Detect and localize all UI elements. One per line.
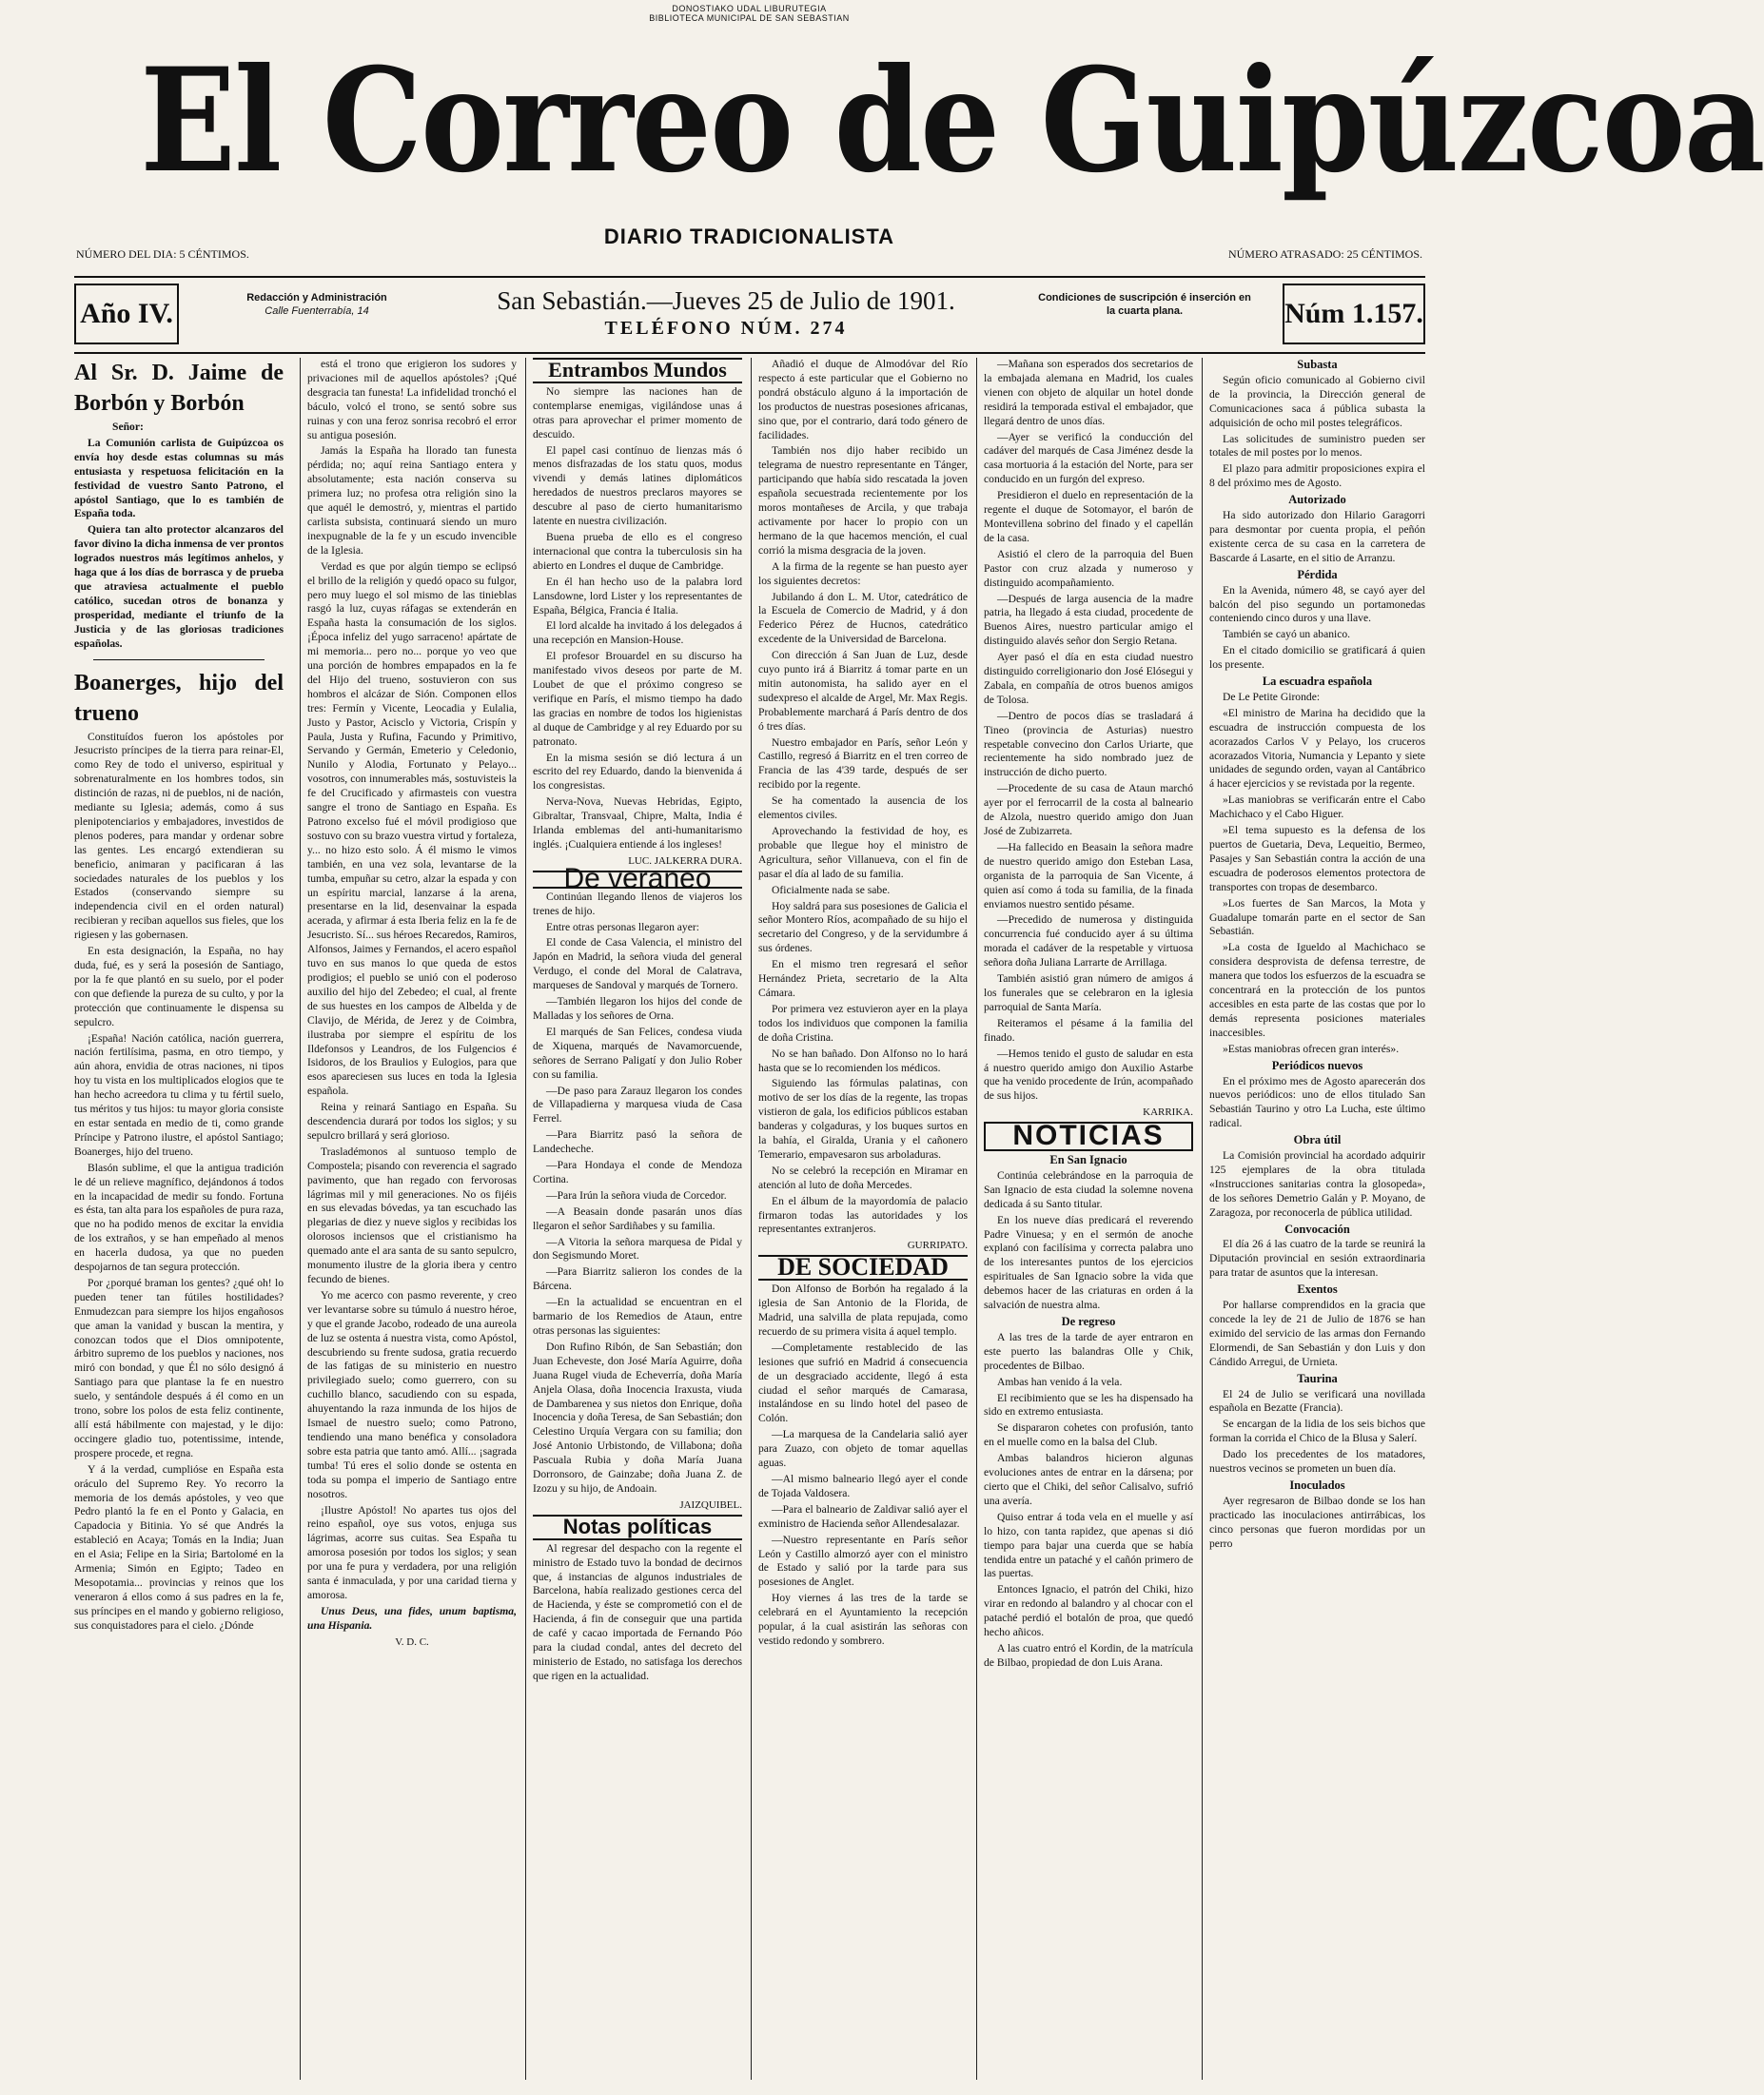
paragraph: En el mismo tren regresará el señor Hernández Prieta, secretario de la Alta Cámara. — [758, 958, 968, 999]
paragraph: —Para Hondaya el conde de Mendoza Cortina. — [533, 1159, 742, 1185]
paragraph: Asistió el clero de la parroquia del Buen Pastor con cruz alzada y numeroso y distinguido acompañamiento. — [984, 547, 1193, 589]
paragraph: —Precedido de numerosa y distinguida concurrencia fué conducido ayer á su última morada el cadáver de la respetable y virtuosa señora doña Juliana Larrarte de Arrillaga. — [984, 913, 1193, 969]
paragraph: Don Rufino Ribón, de San Sebastián; don Juan Echeveste, don José María Aguirre, doña Juana Rugel viuda de Echeverría, doña María Anjela Olasa, doña Inocencia Iraxusta, viuda de Dambarenea y sus nietos don Enrique, doña Inocencia y doña Teresa, de San Sebastián; don Celestino Urquía Vergara con su familia; don José Antonio Urbistondo, de Villabona; doña Pascuala Rubia y doña María Juana Dorronsoro, de Gainzabe; doña Juana Z. de Izozu y su hijo, de Andoain. — [533, 1340, 742, 1495]
paragraph: Buena prueba de ello es el congreso internacional que contra la tuberculosis sin ha abierto en Londres el duque de Cambridge. — [533, 530, 742, 572]
masthead-subline — [76, 225, 1422, 261]
paragraph: Ambas balandros hicieron algunas evoluciones antes de entrar en la dársena; por cierto que el Chiki, del señor Calisalvo, sufrió una avería. — [984, 1452, 1193, 1507]
signature: LUC. JALKERRA DURA. — [628, 854, 742, 867]
paragraph: —La marquesa de la Candelaria salió ayer para Zuazo, con objeto de tomar aquellas aguas. — [758, 1428, 968, 1470]
motto: Unus Deus, una fides, unum baptisma, una Hispania. — [307, 1604, 517, 1632]
paragraph: El recibimiento que se les ha dispensado ha sido en extremo entusiasta. — [984, 1391, 1193, 1419]
article-title-boanerges: Boanerges, hijo del trueno — [74, 670, 284, 726]
section-title-noticias: NOTICIAS — [984, 1122, 1193, 1151]
issue-infobar — [74, 284, 1425, 352]
paragraph: Jubilando á don L. M. Utor, catedrático de la Escuela de Comercio de Madrid, y á don Federico Pérez de Hucnos, catedrático excedente de la Universidad de Barcelona. — [758, 590, 968, 646]
subheading: Inoculados — [1289, 1478, 1345, 1492]
paragraph: Por primera vez estuvieron ayer en la playa todos los individuos que componen la familia de doña Cristina. — [758, 1002, 968, 1044]
paragraph: Al regresar del despacho con la regente el ministro de Estado tuvo la bondad de decirnos que, á instancias de algunos industriales de Barcelona, había realizado gestiones cerca del de Hacienda, y éste se comprometió con el de Hacienda, á fin de conseguir que una partida de café y cacao importada de Fernando Póo para la ciudad condal, antes del decreto del ministerio de Estado, no satisfaga los derechos que rigen en la actualidad. — [533, 1541, 742, 1682]
paragraph: El marqués de San Felices, condesa viuda de Xiquena, marqués de Navamorcuende, señores de Serrano Paligatí y don Julio Rober con su familia. — [533, 1025, 742, 1081]
paragraph: El conde de Casa Valencia, el ministro del Japón en Madrid, la señora viuda del general Verdugo, el conde del Moral de Calatrava, marqueses de Sandoval y marqués de Tornero. — [533, 936, 742, 992]
paragraph: También asistió gran número de amigos á los funerales que se celebraron en la iglesia parroquial de Santa María. — [984, 972, 1193, 1013]
paragraph: Las solicitudes de suministro pueden ser totales de mil postes por lo menos. — [1209, 432, 1425, 460]
paragraph: No siempre las naciones han de contemplarse enemigas, vigilándose unas á otras para aprovechar el primer momento de descuido. — [533, 384, 742, 441]
subheading: Convocación — [1284, 1222, 1350, 1236]
paragraph: —A Vitoria la señora marquesa de Pidal y don Segismundo Moret. — [533, 1235, 742, 1263]
separator — [93, 659, 265, 660]
price-back-issue: NÚMERO ATRASADO: 25 CÉNTIMOS. — [1227, 247, 1422, 261]
column-5 — [984, 358, 1193, 2080]
paragraph: Ha sido autorizado don Hilario Garagorri para desmontar por cuenta propia, el peñón existente cerca de su casa en la carretera de Bascarde á Lasarte, en el sitio de Arranzu. — [1209, 509, 1425, 564]
signature: JAIZQUIBEL. — [679, 1498, 742, 1511]
paragraph: »Los fuertes de San Marcos, la Mota y Guadalupe tomarán parte en el sector de San Sebastián. — [1209, 896, 1425, 938]
paragraph: Jamás la España ha llorado tan funesta pérdida; no; aquí reina Santiago entera y absolutamente; esta nación conserva su primera luz; no profesa otra religión sino la que aquél le demostró, y, mientras el partido carlista subsista, continuará siendo un muro inexpugnable de la fe y un escudo invencible de la Iglesia. — [307, 444, 517, 557]
signature: V. D. C. — [395, 1635, 429, 1648]
archive-line-1: DONOSTIAKO UDAL LIBURUTEGIA — [672, 4, 827, 13]
archive-stamp — [0, 4, 1499, 23]
paragraph: Nerva-Nova, Nuevas Hebridas, Egipto, Gibraltar, Transvaal, Chipre, Malta, India é Irlanda emblemas del anti-humanitarismo inglés. ¡Cualquiera entiende á los ingleses! — [533, 795, 742, 851]
paragraph: El papel casi contínuo de lienzas más ó menos disfrazadas de los statu quos, modus vivendi y demás latines diplomáticos heredados de nuestros preclaros mayores se descubre al paso de cierto humanitarismo latente en nuestra civilización. — [533, 443, 742, 528]
subheading: Periódicos nuevos — [1271, 1058, 1363, 1072]
subheading: En San Ignacio — [1049, 1153, 1127, 1167]
paragraph: —Nuestro representante en París señor León y Castillo almorzó ayer con el ministro de Estado y salió por la tarde para sus posesiones de Anglet. — [758, 1533, 968, 1589]
paragraph: Según oficio comunicado al Gobierno civil de la provincia, la Dirección general de Comunicaciones saca á pública subasta la adquisición de ocho mil postes telegráficos. — [1209, 373, 1425, 429]
paragraph: —Para Biarritz pasó la señora de Landecheche. — [533, 1128, 742, 1156]
editorial-office-label: Redacción y Administración — [246, 292, 387, 303]
paragraph: Añadió el duque de Almodóvar del Río respecto á este particular que el Gobierno no pondrá obstáculo alguno á la importación de los productos de nuestras posesiones africanas, sino que, por el contrario, dará todo género de facilidades. — [758, 358, 968, 441]
paragraph: A la firma de la regente se han puesto ayer los siguientes decretos: — [758, 559, 968, 587]
paragraph: Por ¿porqué braman los gentes? ¿qué oh! lo pueden tener tan fútiles hostilidades? Enmudezcan para siempre los hijos engañosos que aman la vanidad y buscan la mentira, y conozcan todos que el Dios omnipotente, árbitro supremo de los pueblos y naciones, nos miró con bondad, y que Él no sólo designó á Santiago para que plantase la fe en nuestro suelo, y sentándole después á él como en un trono, sobre los polos de esta feliz continente, allí está hábilmente con majestad, y le dijo: occingere gladio tuo, potentissime, intende, prospere procede, et regna. — [74, 1276, 284, 1459]
newspaper-masthead: El Correo de Guipúzcoa — [140, 37, 1764, 205]
paragraph: —A Beasain donde pasarán unos días llegaron el señor Sardiñabes y su familia. — [533, 1204, 742, 1232]
address-paragraph-2: Quiera tan alto protector alcanzaros del favor divino la dicha inmensa de ver prontos logrados nuestros más legítimos anhelos, y haga que á los días de borrasca y de prueba que atraviesa actualmente el pueblo católico, sucedan otros de bonanza y prosperidad, mediante el triunfo de la Justicia y de las gloriosas tradiciones españolas. — [74, 523, 284, 650]
paragraph: Ayer regresaron de Bilbao donde se los han practicado las inoculaciones antirrábicas, los cinco personas que fueron mordidas por un perro — [1209, 1494, 1425, 1550]
signature: GURRIPATO. — [907, 1240, 968, 1252]
paragraph: En los nueve días predicará el reverendo Padre Vinuesa; y en el sermón de anoche explanó con facilísima y correcta palabra uno de los interesantes puntos de los ejercicios espirituales de San Ignacio sobre la vida que debemos hacer de las criaturas en orden á la salvación de nuestra alma. — [984, 1213, 1193, 1312]
paragraph: En la misma sesión se dió lectura á un escrito del rey Eduardo, dando la bienvenida á los congresistas. — [533, 751, 742, 793]
paragraph: En el próximo mes de Agosto aparecerán dos nuevos periódicos: uno de ellos titulado San Sebastián Taurino y otro La Lucha, este último radical. — [1209, 1074, 1425, 1130]
column-divider — [751, 358, 752, 2080]
paragraph: —Completamente restablecido de las lesiones que sufrió en Madrid á consecuencia de un desgraciado accidente, llegó á esta ciudad el señor marqués de Camarasa, instalándose en su lindo hotel del paseo de Colón. — [758, 1341, 968, 1425]
paragraph: Oficialmente nada se sabe. — [772, 883, 891, 896]
paragraph: —Mañana son esperados dos secretarios de la embajada alemana en Madrid, los cuales vienen con objeto de alquilar un hotel donde residirá la temporada estival el embajador, que llegará dentro de unos días. — [984, 358, 1193, 427]
column-divider — [976, 358, 977, 2080]
archive-line-2: BIBLIOTECA MUNICIPAL DE SAN SEBASTIAN — [649, 13, 850, 23]
paragraph: Ambas han venido á la vela. — [997, 1375, 1123, 1388]
paragraph: —Dentro de pocos días se trasladará á Tineo (provincia de Asturias) nuestro respetable convecino don Carlos Uriarte, que recientemente ha sido nombrado juez de instrucción de dicho puerto. — [984, 709, 1193, 779]
paragraph: está el trono que erigieron los sudores y privaciones mil de aquellos apóstoles? ¡Qué desgracia tan funesta! La infidelidad tronchó el báculo, volcó el trono, se sentó sobre sus ruinas y con una feroz sonrisa recobró el error su antigua posesión. — [307, 358, 517, 441]
paragraph: »La costa de Igueldo al Machichaco se considera desprovista de defensa terrestre, de manera que todos los esfuerzos de la escuadra se concentrará en la protección de los puntos accesibles en esta parte de las costas que por lo demás representa posiciones materiales inaccesibles. — [1209, 941, 1425, 1039]
dateline: San Sebastián.—Jueves 25 de Julio de 1901. — [497, 286, 955, 315]
paragraph: »El tema supuesto es la defensa de los puertos de Guetaria, Deva, Lequeitio, Bermeo, Pasajes y San Sebastián contra la acción de una escuadra de poderosos elementos protectora de transportes con tropas de desembarco. — [1209, 824, 1425, 893]
paragraph: Hoy viernes á las tres de la tarde se celebrará en el Ayuntamiento la recepción popular, á la cual asistirán las señoras con vestido redondo y sombrero. — [758, 1592, 968, 1647]
paragraph: Verdad es que por algún tiempo se eclipsó el brillo de la religión y quedó opaco su fulgor, pero muy luego el sol mismo de las tinieblas rasgó la luz, cuyas ráfagas se extenderán en España hasta la consumación de los siglos. ¡Época infeliz del yugo sarraceno! apártate de mi memoria... pero no... porque yo veo que una porción de hombres empapados en la fe del Hijo del trueno, sostuvieron con sus hombros el alcázar de Sión. Componen ellos tres: Fermín y Vicente, Leocadia y Eulalia, Justo y Pastor, Acisclo y Victoria, Crispín y Paula, Justa y Rufina, Facundo y Primitivo, Servando y Germán, Emeterio y Celedonio, Nunilo y Alodia, Fortunato y Pelayo... vosotros, con innumerables más, sostuvisteis la fe del Crucificado y afirmasteis con vuestra sangre el trono de Santiago en España. Es Patrono excelso fué el móvil prodigioso que sostuvo con su brazo vuestra virtud y fortaleza, y... no hizo esto solo. Á él mismo le vimos también, en una vez sola, levantarse de la tumba, empuñar su cetro, alzar la espada y con un espíritu marcial, lanzarse á la arena, presentarse en la lid, desenvainar la espada acerada, y afirmar á esta Iberia feliz en la fe de Jesucristo. Sí... sus héroes Recaredos, Ramiros, Alfonsos, Jaimes y Fernandos, el acero español tuvo en sus manos lo que queda de estos prodigios; el pueblo se unió con el poderoso auxilio del hijo del Zebedeo; el cual, al frente de sus huestes en los campos de Albelda y de Clavijo, de Mérida, de Jerez y de Coimbra, ilustraba por siempre el espíritu de los Ildefonsos y Leandros, de los Fulgencios é Isidoros, de los Braulios y Eulogios, para que esos apareciesen sus luces en toda la Iglesia española. — [307, 559, 517, 1098]
paragraph: Por hallarse comprendidos en la gracia que concede la ley de 21 de Julio de 1876 se han eximido del servicio de las armas don Fernando Elormendi, de San Sebastián y don Luis y don Cándido Arregui, de Urnieta. — [1209, 1299, 1425, 1368]
paragraph: Nuestro embajador en París, señor León y Castillo, regresó á Biarritz en el tren correo de Francia de las 4'39 tarde, después de ser recibido por la regente. — [758, 735, 968, 792]
paragraph: En el citado domicilio se gratificará á quien los presente. — [1209, 644, 1425, 672]
column-1 — [74, 358, 284, 2080]
editorial-address: Calle Fuenterrabía, 14 — [265, 305, 369, 317]
paragraph: —Hemos tenido el gusto de saludar en esta á nuestro querido amigo don Auxilio Astarbe que ha venido procedente de Irún, acompañado de sus hijos. — [984, 1047, 1193, 1103]
paragraph: Continúa celebrándose en la parroquia de San Ignacio de esta ciudad la solemne novena dedicada á su Santo titular. — [984, 1168, 1193, 1210]
editorial-office — [241, 291, 393, 318]
subheading: De regreso — [1061, 1315, 1116, 1328]
paragraph: Continúan llegando llenos de viajeros los trenes de hijo. — [533, 890, 742, 917]
paragraph: Ayer pasó el día en esta ciudad nuestro distinguido correligionario don José Elósegui y Zabala, en compañía de otros buenos amigos de Tolosa. — [984, 651, 1193, 706]
paragraph: Siguiendo las fórmulas palatinas, con motivo de ser los días de la regente, las tropas vistieron de gala, los edificios públicos estaban banderas y colgaduras, y los buques surtos en la bahía, el Giralda, Urania y el cañonero Temerario, empavesaron sus arboladuras. — [758, 1077, 968, 1161]
paragraph: El plazo para admitir proposiciones expira el 8 del próximo mes de Agosto. — [1209, 462, 1425, 490]
paragraph: En esta designación, la España, no hay duda, fué, es y será la posesión de Santiago, por la fe que plantó en su suelo, por el poder con que defiende la pureza de su culto, y por la protección que continuamente le dispensa su sepulcro. — [74, 945, 284, 1028]
paragraph: El profesor Brouardel en su discurso ha manifestado vivos deseos por parte de M. Loubet de que el próximo congreso se verifique en París, el mismo tiempo ha dado las gracias en nombre de todos los higienistas al duque de Cambridge y al rey Eduardo por su patronato. — [533, 650, 742, 748]
paragraph: No se celebró la recepción en Miramar en atención al luto de doña Mercedes. — [758, 1164, 968, 1191]
paragraph: —También llegaron los hijos del conde de Malladas y los señores de Orna. — [533, 995, 742, 1022]
paragraph: Se ha comentado la ausencia de los elementos civiles. — [758, 794, 968, 822]
year-box: Año IV. — [74, 284, 179, 344]
paragraph: Se dispararon cohetes con profusión, tanto en el muelle como en la balsa del Club. — [984, 1421, 1193, 1449]
paragraph: ¡España! Nación católica, nación guerrera, nación fertilísima, pasma, en otro tiempo, y aún ahora, envidia de otras naciones, ni tipos hoy tu vista en los multiplicados elogios que te han hecho acreedora tu clima y tu fértil suelo, tus méritos y tus hijos: tu mayor gloria consiste en estar sentada en medio de ti, como grande Príncipe y Patrono ilustre, el apóstol Santiago; Boanerges, hijo del trueno. — [74, 1031, 284, 1158]
paragraph: No se han bañado. Don Alfonso no lo hará hasta que se lo recomienden los médicos. — [758, 1047, 968, 1074]
paragraph: Entre otras personas llegaron ayer: — [546, 920, 699, 933]
header-rule-top — [74, 276, 1425, 278]
paragraph: »Estas maniobras ofrecen gran interés». — [1223, 1042, 1400, 1055]
section-title-veraneo: De veraneo — [533, 871, 742, 889]
paragraph: El 24 de Julio se verificará una novillada española en Bezatte (Francia). — [1209, 1387, 1425, 1415]
column-6 — [1209, 358, 1425, 2080]
subheading: Autorizado — [1288, 493, 1346, 507]
section-title-notas: Notas políticas — [533, 1515, 742, 1540]
paragraph: Y á la verdad, cumplióse en España esta oráculo del Supremo Rey. Yo recorro la memoria de los demás apóstoles, y veo que Pedro plantó la fe en el Ponto y Galacia, en Capadocia y Bitinia. Yo sé que Andrés la estableció en Acaya; Tomás en la India; Juan en el Asia; Felipe en la Siria; Bartolomé en la Armenia; Simón en Egipto; Tadeo en Mesopotamia... provincias y reinos que los veneraron á ellos como á sus padres en la fe, sus príncipes en el mando y gobierno religioso, sus conquistadores para el cielo. ¿Dónde — [74, 1462, 284, 1632]
column-2 — [307, 358, 517, 2080]
paragraph: Yo me acerco con pasmo reverente, y creo ver levantarse sobre su túmulo á nuestro héroe, y que el grande Jacobo, rodeado de una aureola de luz se ostenta á nuestra vista, como Apóstol, descubriendo su frente sudosa, gratia recuerdo de las fatigas de su ministerio en nuestro privilegiado suelo; como guerrero, con su cuchillo blanco, sacudiendo con su espada, ahuyentando la raza inmunda de los hijos de Ismael de nuestro suelo; como Patrono, tendiendo una mano benéfica y consoladora sobre esta patria que tanto amó. Allí... ¡sagrada tumba! Tú eres el solio donde se ostenta en toda su pompa el imperio de Santiago entre nosotros. — [307, 1288, 517, 1500]
paragraph: Blasón sublime, el que la antigua tradición le dé un relieve magnífico, dejándonos á todos en la incapacidad de medir su fondo. Fortuna es ésta, tan alta para los españoles de pura raza, que no ha podido menos de excitar la envidia de los extraños, y se han empeñado al menos en hacerla dudosa, ya que no pueden despojarnos de tan segura protección. — [74, 1161, 284, 1274]
paragraph: «El ministro de Marina ha decidido que la escuadra de instrucción compuesta de los acorazados Carlos V y Pelayo, los cruceros acorazados Vitoria, Numancia y Lepanto y siete unidades de segundo orden, vayan al Cantábrico á hacer ejercicios y se revistada por la regente. — [1209, 706, 1425, 791]
paragraph: Don Alfonso de Borbón ha regalado á la iglesia de San Antonio de la Florida, de Madrid, una salvilla de plata repujada, como recuerdo de su primera visita á aquel templo. — [758, 1282, 968, 1338]
article-columns — [74, 358, 1425, 2080]
paragraph: Se encargan de la lidia de los seis bichos que forman la corrida el Chico de la Blusa y Salerí. — [1209, 1418, 1425, 1445]
signature: KARRIKA. — [1143, 1106, 1193, 1119]
paragraph: —Después de larga ausencia de la madre patria, ha llegado á esta ciudad, procedente de Buenos Aires, nuestro particular amigo el distinguido alavés señor don Sergio Retana. — [984, 592, 1193, 648]
column-4 — [758, 358, 968, 2080]
subheading: Subasta — [1297, 358, 1338, 371]
paragraph: —Para Biarritz salieron los condes de la Bárcena. — [533, 1265, 742, 1293]
paragraph: De Le Petite Gironde: — [1223, 690, 1321, 703]
paragraph: —De paso para Zarauz llegaron los condes de Villapadierna y marquesa viuda de Casa Ferrel. — [533, 1084, 742, 1126]
paragraph: —Para el balneario de Zaldivar salió ayer el exministro de Hacienda señor Allendesalazar. — [758, 1502, 968, 1530]
subheading: Taurina — [1297, 1371, 1338, 1385]
paragraph: Trasladémonos al suntuoso templo de Compostela; pisando con reverencia el sagrado pavimento, que han regado con fervorosas lágrimas mil y mil generaciones. No os fijéis en sus elevadas bóvedas, ya tan escuchado las plegarias de diez y nueve siglos y recibidas los olorosos inciensos que el cristianismo ha quemado ante el ara santa de su santo sepulcro, monumento ilustre de la gloria ibera y centro fecundo de bienes. — [307, 1145, 517, 1285]
issue-number-box: Núm 1.157. — [1283, 284, 1425, 344]
paragraph: En el álbum de la mayordomía de palacio firmaron todas las autoridades y los representantes extranjeros. — [758, 1194, 968, 1236]
paragraph: La Comisión provincial ha acordado adquirir 125 ejemplares de la obra titulada «Instrucciones sanitarias contra la glosopeda», de los señores Demetrio Galán y P. Moyano, de Zaragoza, por reconocerla de pública utilidad. — [1209, 1149, 1425, 1219]
paragraph: En él han hecho uso de la palabra lord Lansdowne, lord Lister y los representantes de España, Bélgica, Francia é Italia. — [533, 575, 742, 617]
paragraph: Aprovechando la festividad de hoy, es probable que llegue hoy el ministro de Agricultura, señor Villanueva, con el fin de pasar el día al lado de su familia. — [758, 825, 968, 880]
subheading: Pérdida — [1297, 567, 1338, 581]
column-divider — [300, 358, 301, 2080]
paragraph: A las tres de la tarde de ayer entraron en este puerto las balandras Olle y Chik, procedentes de Bilbao. — [984, 1330, 1193, 1372]
column-divider — [1202, 358, 1203, 2080]
paragraph: —Ayer se verificó la conducción del cadáver del marqués de Casa Jiménez desde la casa mortuoria á la estación del Norte, para ser conducido en un furgón del expreso. — [984, 430, 1193, 486]
paragraph: Entonces Ignacio, el patrón del Chiki, hizo virar en redondo al balandro y al chocar con el pataché perdió el botalón de proa, que quedó hecho añicos. — [984, 1583, 1193, 1639]
article-title-jaime: Al Sr. D. Jaime de Borbón y Borbón — [74, 361, 284, 416]
price-today: NÚMERO DEL DIA: 5 CÉNTIMOS. — [76, 247, 249, 261]
paragraph: Hoy saldrá para sus posesiones de Galicia el señor Montero Ríos, acompañado de su hijo el secretario del Congreso, y de la servidumbre á sus órdenes. — [758, 899, 968, 955]
subheading: Exentos — [1297, 1282, 1338, 1297]
paragraph: Reina y reinará Santiago en España. Su descendencia durará por todos los siglos; y su sepulcro brillará y será glorioso. — [307, 1101, 517, 1142]
paragraph: ¡Ilustre Apóstol! No apartes tus ojos del reino español, oye sus votos, enjuga sus lágrimas, acorre sus cuitas. Sea España tu amorosa posesión por todos los siglos; y sean por una fe pura y verdadera, por una religión santa é inmaculada, y por una caridad tierna y amorosa. — [307, 1503, 517, 1601]
subheading: Obra útil — [1293, 1133, 1342, 1147]
paragraph: —Al mismo balneario llegó ayer el conde de Tojada Valdosera. — [758, 1472, 968, 1499]
telephone-number: TELÉFONO NÚM. 274 — [604, 318, 848, 339]
paragraph: Con dirección á San Juan de Luz, desde cuyo punto irá á Biarritz á tomar parte en un mitin autonomista, ha salido ayer en el sudexpreso el alcalde de Argel, Mr. Max Regis. Probablemente marchará á París dentro de dos ó tres días. — [758, 649, 969, 733]
salutation: Señor: — [112, 421, 144, 433]
paragraph: »Las maniobras se verificarán entre el Cabo Machichaco y el Cabo Higuer. — [1209, 793, 1425, 821]
paragraph: Quiso entrar á toda vela en el muelle y así lo hizo, con tanta rapidez, que apenas si dió tiempo para bajar una cuerda que se había tendida entre un pataché y el cañón primero de las puertas. — [984, 1510, 1193, 1580]
paragraph: —Para Irún la señora viuda de Corcedor. — [546, 1188, 727, 1202]
subheading: La escuadra española — [1262, 675, 1373, 689]
subscription-conditions: Condiciones de suscripción é inserción en la cuarta plana. — [1038, 292, 1251, 317]
paragraph: El lord alcalde ha invitado á los delegados á una recepción en Mansion-House. — [533, 619, 742, 647]
paragraph: —Procedente de su casa de Ataun marchó ayer por el ferrocarril de la costa al balneario de Alzola, nuestro querido amigo don Juan José de Zubizarreta. — [984, 782, 1193, 837]
header-rule-bottom — [74, 352, 1425, 354]
paragraph: Constituídos fueron los apóstoles por Jesucristo príncipes de la tierra para reinar-El, como Rey de todo el universo, espiritual y sobrenaturalmente en los hombres todos, sin distinción de razas, ni de pueblos, ni de nación, mediante su Iglesia; además, como á sus plenipotenciarios y embajadores, investidos de plenos poderes, para mandar y ordenar sobre las gentes. Les encargó extendieran su beneficio, animaran y pacificaran á las sociedades naturales de los pueblos y los Estados (conservando siempre su independencia civil en el orden natural) recibieran y reciban aquellos sus fieles, que los rigiesen y las gobernasen. — [74, 730, 284, 942]
paragraph: El día 26 á las cuatro de la tarde se reunirá la Diputación provincial en sesión extraordinaria para tratar de asuntos que la interesan. — [1209, 1238, 1425, 1280]
paragraph: También se cayó un abanico. — [1223, 628, 1351, 641]
paragraph: A las cuatro entró el Kordin, de la matrícula de Bilbao, propiedad de don Luis Arana. — [984, 1641, 1193, 1669]
newspaper-subtitle: DIARIO TRADICIONALISTA — [603, 225, 895, 248]
paragraph: Dado los precedentes de los matadores, nuestros vecinos se prometen un buen día. — [1209, 1448, 1425, 1476]
column-divider — [525, 358, 526, 2080]
paragraph: —En la actualidad se encuentran en el barmario de los Remedios de Ataun, entre otras personas las siguientes: — [533, 1296, 742, 1337]
paragraph: Presidieron el duelo en representación de la regente el duque de Sotomayor, el barón de Montevillena sobrino del finado y el capellán de la casa. — [984, 489, 1193, 544]
paragraph: —Ha fallecido en Beasain la señora madre de nuestro querido amigo don Esteban Lasa, organista de la parroquia de San Vicente, á quien así como á toda su familia, de la finada enviamos nuestro sentido pésame. — [984, 840, 1193, 910]
section-title-entrambos: Entrambos Mundos — [533, 358, 742, 383]
column-3 — [533, 358, 742, 2080]
paragraph: Reiteramos el pésame á la familia del finado. — [984, 1016, 1193, 1044]
paragraph: También nos dijo haber recibido un telegrama de nuestro representante en Tánger, participando que había sido rescatada la joven española secuestrada recientemente por los moros montañeses de Arcila, y que trabaja activamente por hacer lo propio con un hermano de la que hacemos mención, el cual corrió la misma desgracia de la joven. — [758, 444, 968, 557]
address-paragraph-1: La Comunión carlista de Guipúzcoa os envía hoy desde estas columnas su más entusiasta y respetuosa felicitación en la festividad de vuestro Santo Patrono, el apóstol Santiago, que lo es también de España toda. — [74, 436, 284, 520]
paragraph: En la Avenida, número 48, se cayó ayer del balcón del piso segundo un portamonedas conteniendo cinco duros y una llave. — [1209, 583, 1425, 625]
section-title-sociedad: DE SOCIEDAD — [758, 1255, 968, 1281]
